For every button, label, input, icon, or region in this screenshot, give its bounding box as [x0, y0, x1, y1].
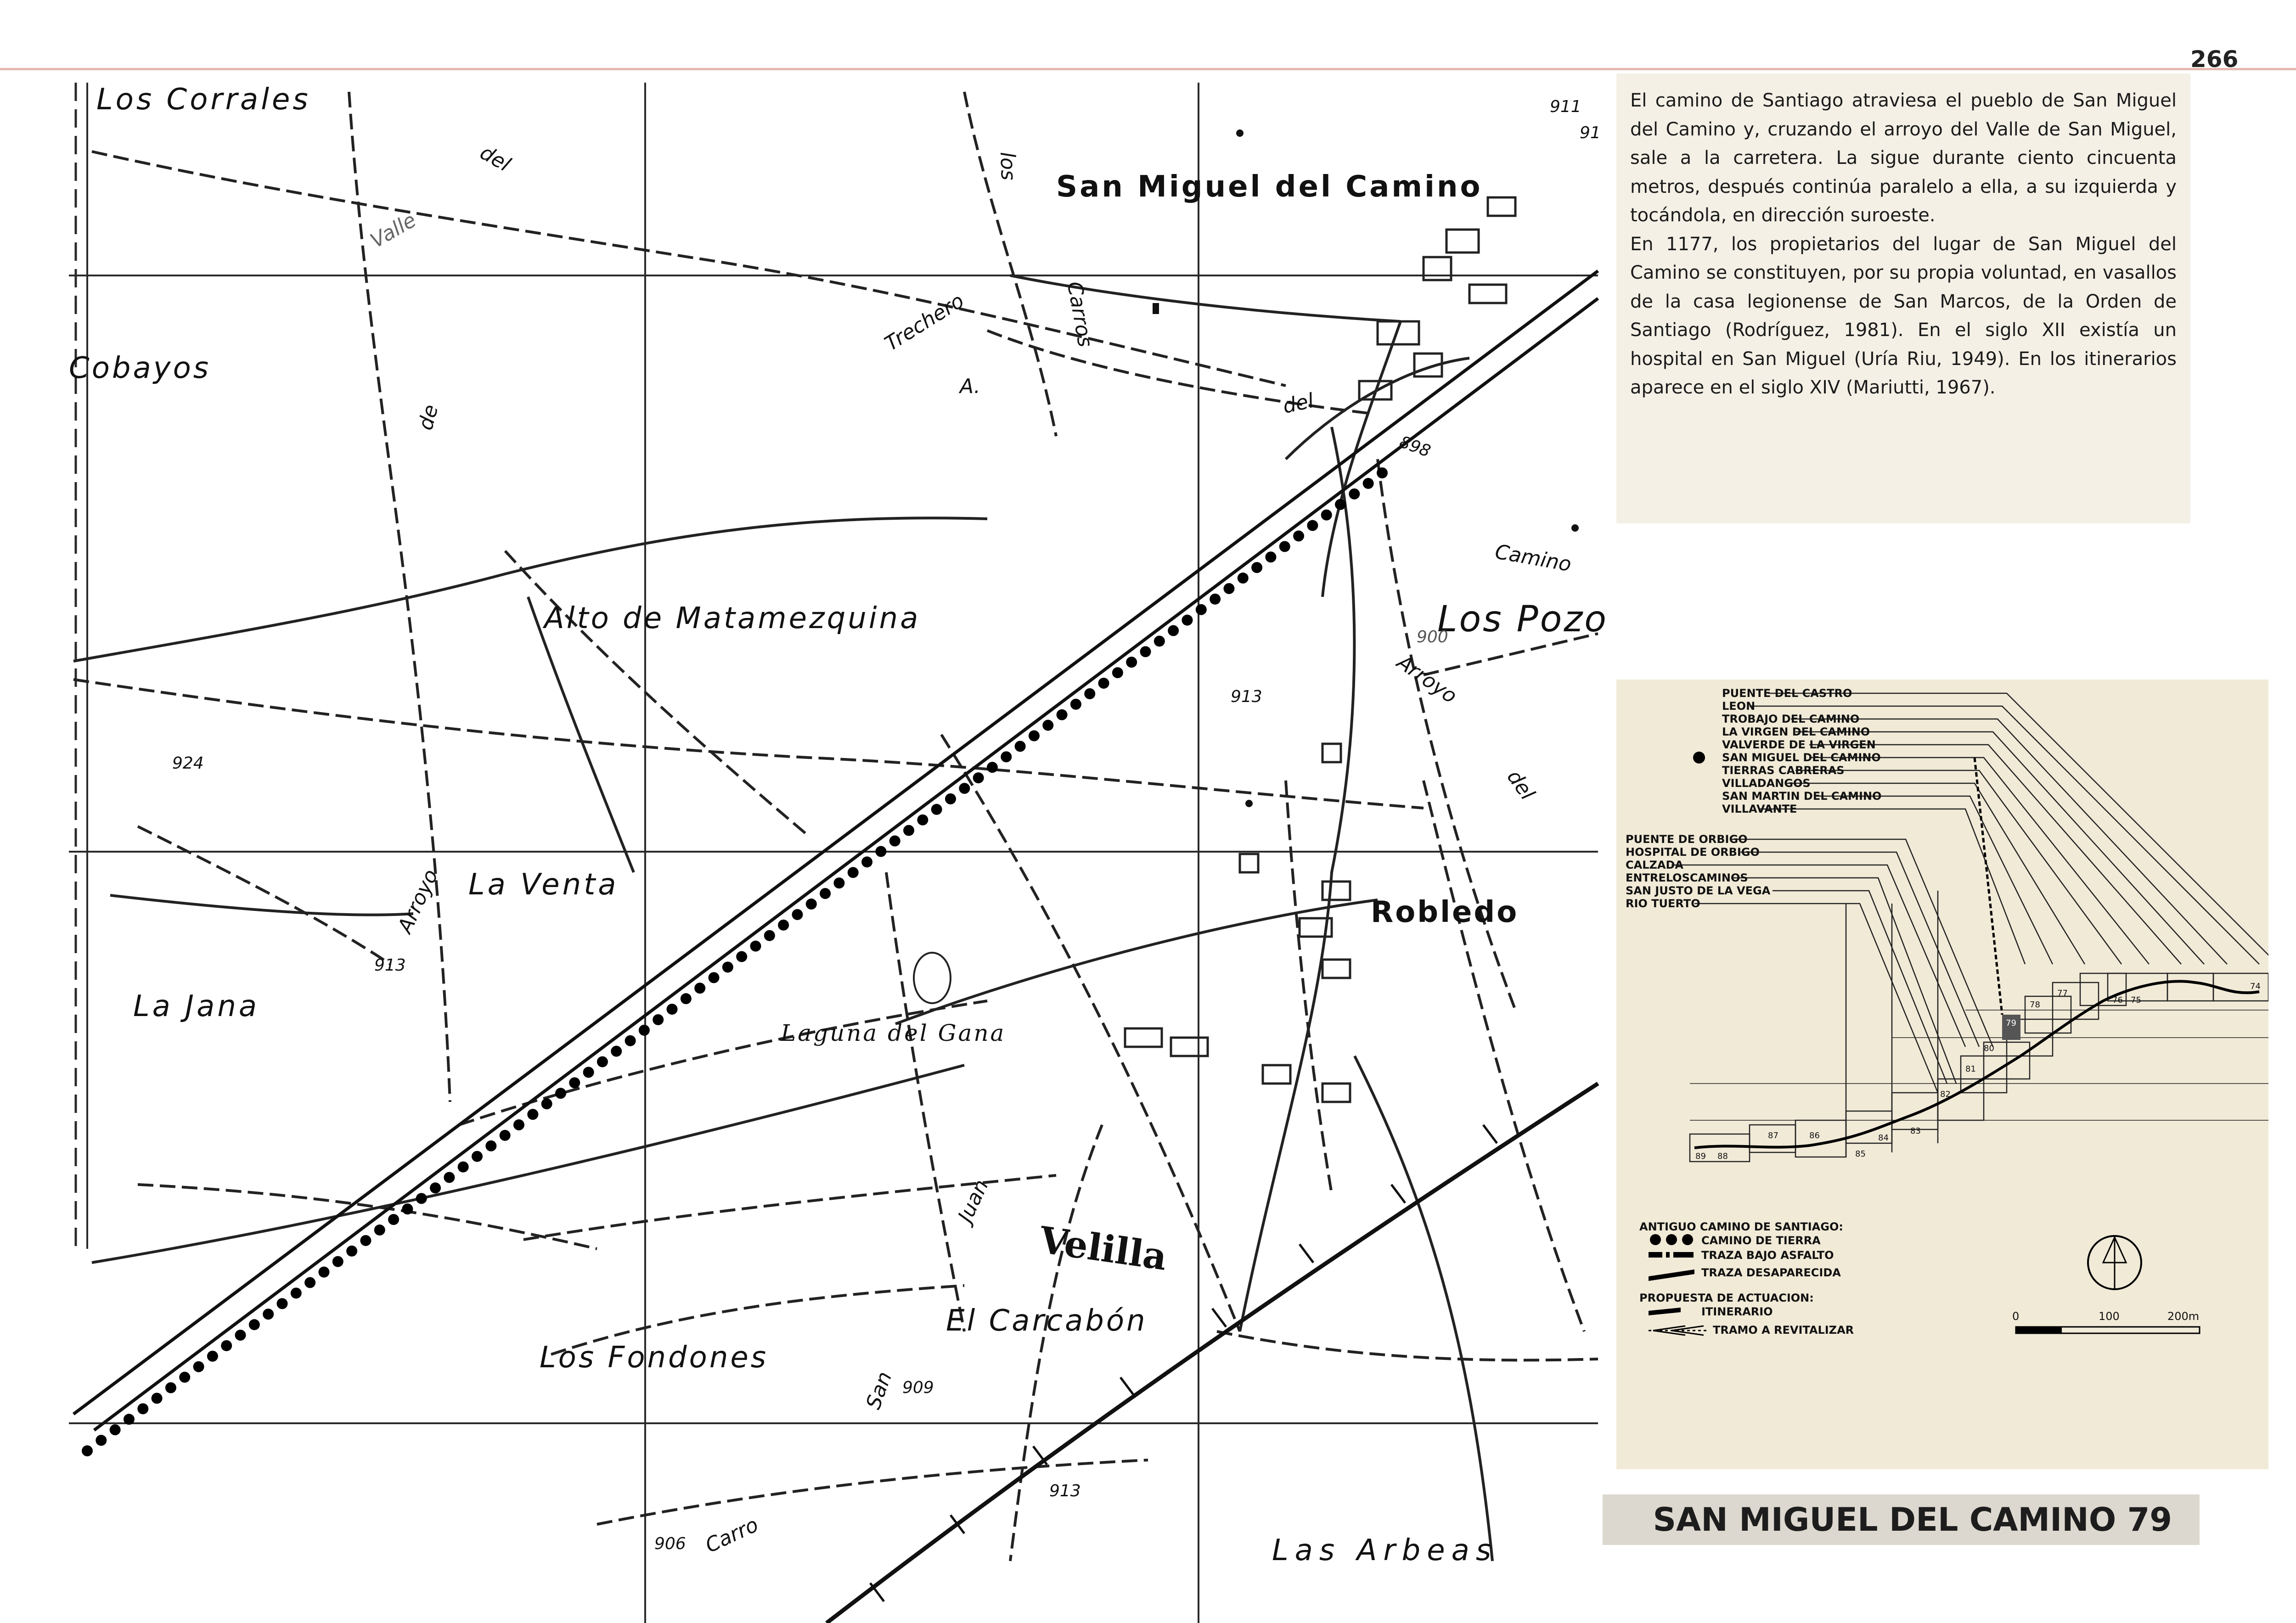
scale-end: 200m: [2167, 1310, 2200, 1323]
label-de: de: [414, 402, 443, 433]
route-diagram: [1616, 680, 2268, 1469]
segment-75: 75: [2131, 995, 2141, 1005]
route-place-san-martin: SAN MARTIN DEL CAMINO: [1722, 790, 1882, 803]
label-del-mid: del: [1281, 389, 1316, 418]
elevation-924: 924: [172, 754, 204, 773]
place-las-arbeas: Las Arbeas: [1272, 1533, 1498, 1567]
place-alto-de-matamezquina: Alto de Matamezquina: [544, 601, 921, 635]
description-text: [1630, 86, 2177, 402]
route-place-tierras-cabreras: TIERRAS CABRERAS: [1722, 764, 1845, 777]
page-number: 266: [2190, 46, 2239, 73]
legend-tramo-a-revitalizar: TRAMO A REVITALIZAR: [1713, 1324, 1854, 1337]
segment-76: 76: [2112, 995, 2123, 1005]
route-place-san-miguel: SAN MIGUEL DEL CAMINO: [1722, 751, 1881, 764]
elevation-913-south: 913: [1049, 1482, 1081, 1500]
segment-74: 74: [2250, 982, 2261, 991]
segment-84: 84: [1878, 1133, 1889, 1143]
elevation-91: 91: [1580, 124, 1601, 142]
label-arroyo-east: Arroyo: [1393, 650, 1462, 708]
elevation-909: 909: [902, 1378, 934, 1397]
route-place-rio-tuerto: RIO TUERTO: [1626, 897, 1700, 910]
legend-itinerario: ITINERARIO: [1701, 1305, 1773, 1318]
route-place-entreloscaminos: ENTRELOSCAMINOS: [1626, 871, 1748, 884]
route-place-san-justo: SAN JUSTO DE LA VEGA: [1626, 884, 1771, 897]
route-place-la-virgen: LA VIRGEN DEL CAMINO: [1722, 725, 1870, 738]
route-place-hospital-de-orbigo: HOSPITAL DE ORBIGO: [1626, 846, 1760, 859]
place-la-jana: La Jana: [133, 989, 260, 1023]
legend-traza-bajo-asfalto: TRAZA BAJO ASFALTO: [1701, 1249, 1834, 1262]
place-san-miguel-del-camino: San Miguel del Camino: [1056, 170, 1483, 204]
scale-zero: 0: [2012, 1310, 2020, 1323]
place-los-corrales: Los Corrales: [96, 83, 311, 117]
segment-77: 77: [2057, 988, 2068, 998]
label-valle: Valle: [366, 208, 421, 253]
elevation-900: 900: [1417, 628, 1448, 646]
label-los: los: [996, 151, 1020, 181]
route-place-leon: LEON: [1722, 700, 1756, 713]
segment-88: 88: [1717, 1151, 1728, 1161]
route-place-villadangos: VILLADANGOS: [1722, 777, 1811, 790]
segment-79: 79: [2006, 1018, 2016, 1028]
route-place-puente-de-orbigo: PUENTE DE ORBIGO: [1626, 833, 1748, 846]
place-los-fondones: Los Fondones: [540, 1341, 769, 1375]
description-panel: [1616, 73, 2190, 523]
route-place-calzada: CALZADA: [1626, 859, 1683, 871]
label-arroyo-west: Arroyo: [393, 865, 443, 937]
place-robledo: Robledo: [1371, 895, 1519, 929]
elevation-913-west: 913: [374, 956, 406, 975]
segment-82: 82: [1940, 1089, 1951, 1099]
legend-proposal-title: PROPUESTA DE ACTUACION:: [1639, 1292, 1814, 1304]
elevation-913-robledo: 913: [1231, 687, 1262, 706]
place-el-carcabon: El Carcabón: [946, 1304, 1148, 1338]
label-san: San: [861, 1368, 897, 1413]
legend-title: ANTIGUO CAMINO DE SANTIAGO:: [1639, 1220, 1843, 1233]
segment-89: 89: [1695, 1151, 1706, 1161]
segment-80: 80: [1984, 1044, 1994, 1053]
label-del-top: del: [476, 140, 515, 177]
scale-mid: 100: [2099, 1310, 2120, 1323]
route-place-puente-del-castro: PUENTE DEL CASTRO: [1722, 687, 1852, 700]
section-title: SAN MIGUEL DEL CAMINO 79: [1603, 1494, 2200, 1545]
label-camino: Camino: [1493, 540, 1573, 577]
segment-81: 81: [1965, 1064, 1976, 1074]
description-paragraph-1: El camino de Santiago atraviesa el pueblo de San Miguel del Camino y, cruzando el arroyo del Valle de San Miguel, sale a la carretera. La sigue durante ciento cincuenta metros, después continúa paralelo a ella, a su izquierda y tocándola, en dirección suroeste.: [1630, 90, 2177, 226]
label-carros: Carros: [1062, 280, 1097, 349]
segment-85: 85: [1855, 1149, 1866, 1159]
place-cobayos: Cobayos: [69, 351, 211, 385]
elevation-911: 911: [1550, 97, 1581, 116]
segment-87: 87: [1768, 1131, 1778, 1140]
label-a: A.: [960, 375, 980, 398]
route-place-valverde: VALVERDE DE LA VIRGEN: [1722, 738, 1876, 751]
place-la-venta: La Venta: [468, 868, 619, 902]
segment-83: 83: [1910, 1126, 1921, 1136]
label-trechero: Trechero: [880, 289, 968, 356]
label-carro: Carro: [702, 1513, 762, 1558]
label-juan: Juan: [953, 1176, 994, 1226]
route-place-trobajo: TROBAJO DEL CAMINO: [1722, 713, 1860, 725]
place-los-pozos: Los Pozo: [1437, 599, 1609, 640]
label-del-east: del: [1502, 765, 1539, 805]
description-paragraph-2: En 1177, los propietarios del lugar de San Miguel del Camino se constituyen, por su propia voluntad, en vasallos de la casa legionense de San Marcos, de la Orden de Santiago (Rodríguez, 1981). En el siglo XII existía un hospital en San Miguel (Uría Riu, 1949). En los itinerarios aparece en el siglo XIV (Mariutti, 1967).: [1630, 233, 2177, 398]
legend-camino-de-tierra: CAMINO DE TIERRA: [1701, 1234, 1821, 1247]
elevation-906: 906: [654, 1534, 686, 1553]
elevation-898: 898: [1397, 432, 1433, 461]
place-laguna-del-gana: Laguna del Gana: [781, 1020, 1006, 1046]
segment-86: 86: [1809, 1131, 1820, 1140]
place-velilla: Velilla: [1036, 1218, 1170, 1279]
legend-traza-desaparecida: TRAZA DESAPARECIDA: [1701, 1266, 1841, 1279]
segment-78: 78: [2030, 1000, 2040, 1010]
route-place-villavante: VILLAVANTE: [1722, 803, 1797, 815]
